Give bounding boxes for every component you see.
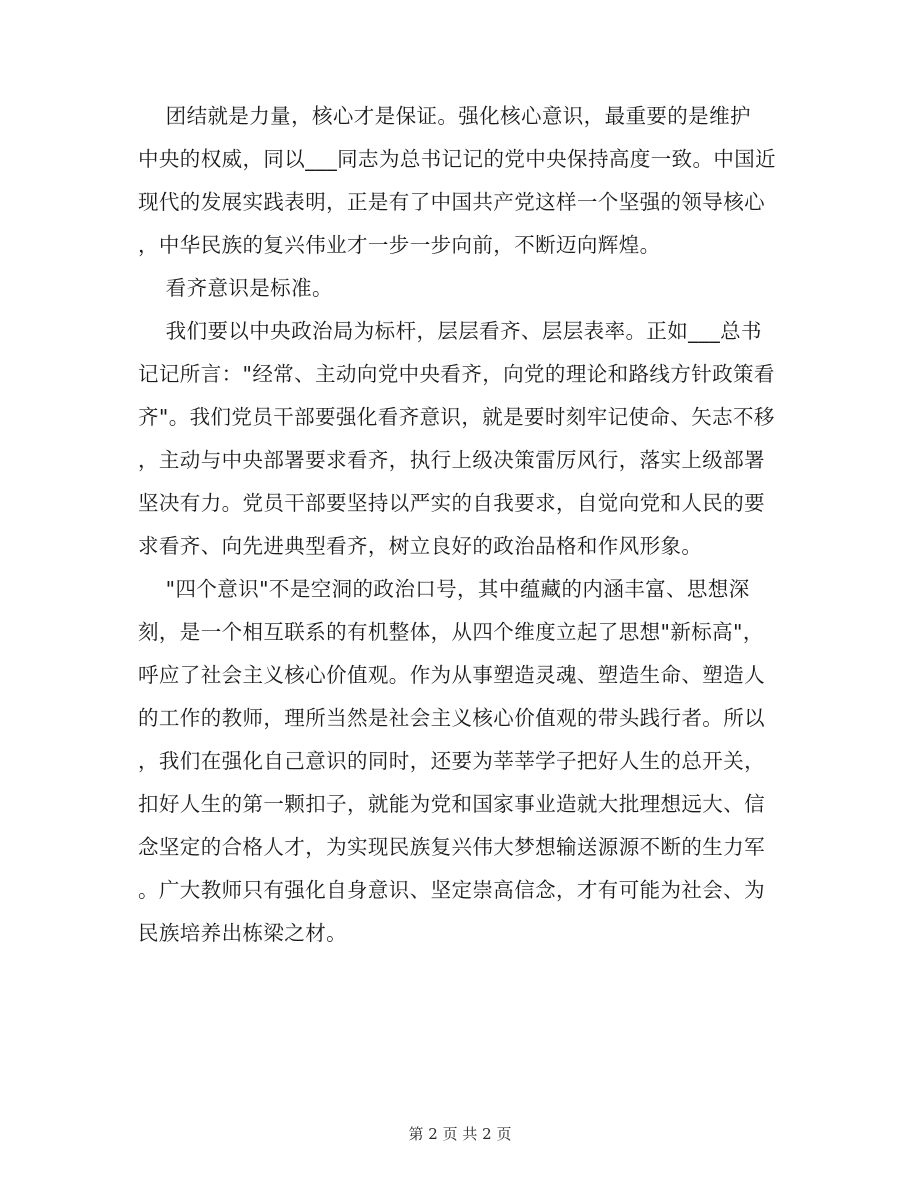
text-line: 刻，是一个相互联系的有机整体，从四个维度立起了思想"新标高"， xyxy=(138,620,764,644)
page-number-footer: 第 2 页 共 2 页 xyxy=(408,1125,512,1143)
text-line: ，主动与中央部署要求看齐，执行上级决策雷厉风行，落实上级部署 xyxy=(138,448,765,472)
text-line: 。广大教师只有强化自身意识、坚定崇高信念，才有可能为社会、为 xyxy=(138,878,765,902)
text-line: 呼应了社会主义核心价值观。作为从事塑造灵魂、塑造生命、塑造人 xyxy=(138,663,765,687)
text-line: 的工作的教师，理所当然是社会主义核心价值观的带头践行者。所以 xyxy=(138,706,765,730)
text-line: 民族培养出栋梁之材。 xyxy=(138,921,347,945)
text-line: 我们要以中央政治局为标杆，层层看齐、层层表率。正如___总书 xyxy=(138,319,762,343)
text-line: ，中华民族的复兴伟业才一步一步向前，不断迈向辉煌。 xyxy=(138,233,661,257)
text-line: 齐"。我们党员干部要强化看齐意识，就是要时刻牢记使命、矢志不移 xyxy=(138,405,775,429)
text-line: ，我们在强化自己意识的同时，还要为莘莘学子把好人生的总开关， xyxy=(138,749,765,773)
text-line: 看齐意识是标准。 xyxy=(138,276,333,300)
text-line: "四个意识"不是空洞的政治口号，其中蕴藏的内涵丰富、思想深 xyxy=(138,577,750,601)
text-line: 团结就是力量，核心才是保证。强化核心意识，最重要的是维护 xyxy=(138,104,751,128)
text-line: 记记所言："经常、主动向党中央看齐，向党的理论和路线方针政策看 xyxy=(138,362,775,386)
text-line: 现代的发展实践表明，正是有了中国共产党这样一个坚强的领导核心 xyxy=(138,190,765,214)
text-line: 求看齐、向先进典型看齐，树立良好的政治品格和作风形象。 xyxy=(138,534,703,558)
text-line: 坚决有力。党员干部要坚持以严实的自我要求，自觉向党和人民的要 xyxy=(138,491,765,515)
text-line: 扣好人生的第一颗扣子，就能为党和国家事业造就大批理想远大、信 xyxy=(138,792,765,816)
text-line: 念坚定的合格人才，为实现民族复兴伟大梦想输送源源不断的生力军 xyxy=(138,835,765,859)
text-line: 中央的权威，同以___同志为总书记记的党中央保持高度一致。中国近 xyxy=(138,147,777,171)
